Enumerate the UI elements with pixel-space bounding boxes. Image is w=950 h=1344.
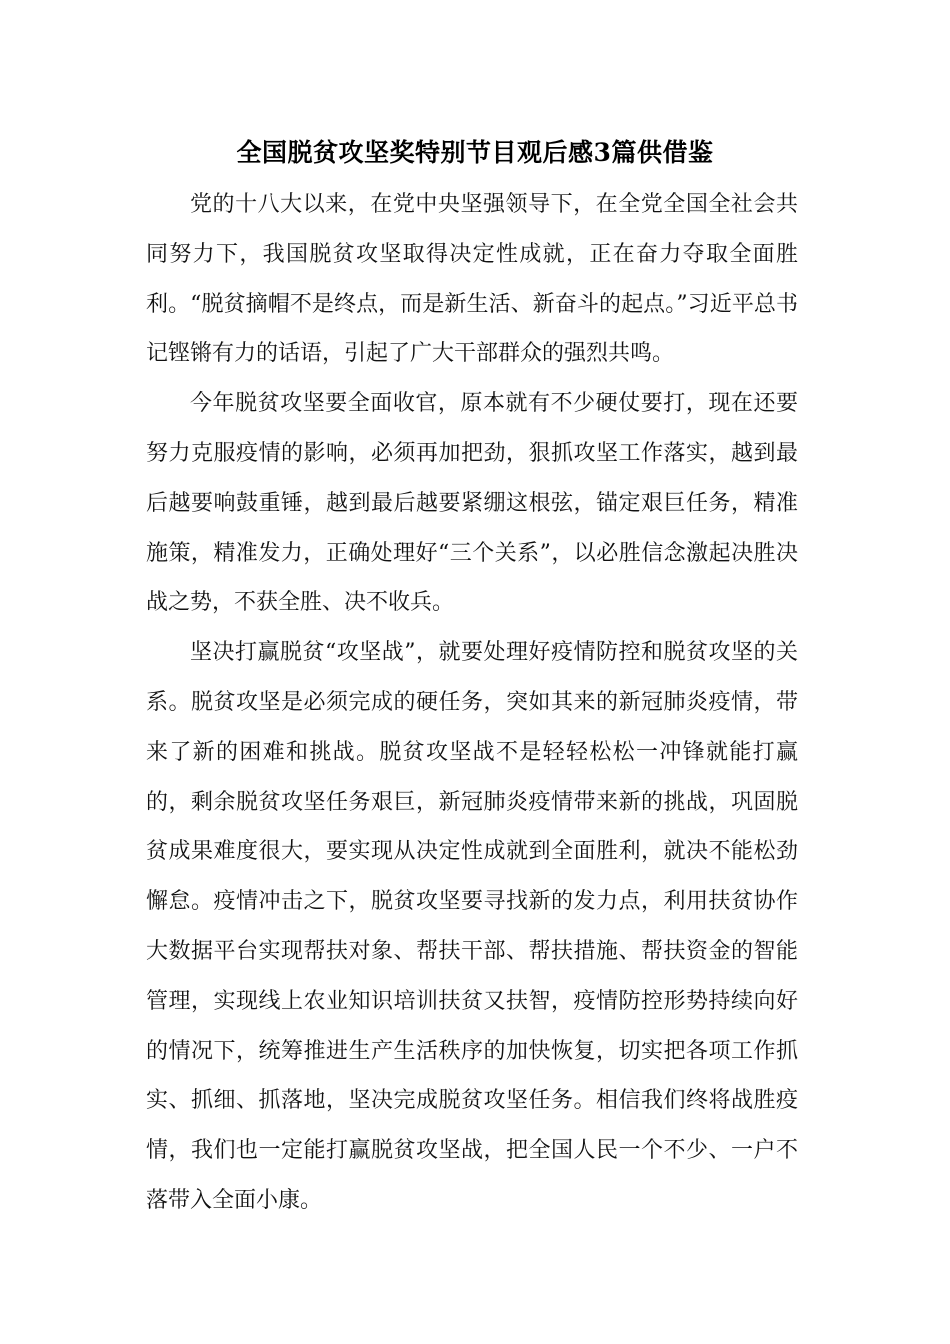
- paragraph-1: 党的十八大以来，在党中央坚强领导下，在全党全国全社会共同努力下，我国脱贫攻坚取得决定性成就，正在奋力夺取全面胜利。“脱贫摘帽不是终点，而是新生活、新奋斗的起点。”习近平总书记铿锵有力的话语，引起了广大干部群众的强烈共鸣。: [146, 192, 798, 367]
- document-title: 全国脱贫攻坚奖特别节目观后感3篇供借鉴: [236, 138, 714, 167]
- document-body: [146, 180, 798, 1226]
- paragraph-3: 坚决打赢脱贫“攻坚战”，就要处理好疫情防控和脱贫攻坚的关系。脱贫攻坚是必须完成的硬任务，突如其来的新冠肺炎疫情，带来了新的困难和挑战。脱贫攻坚战不是轻轻松松一冲锋就能打赢的，剩余脱贫攻坚任务艰巨，新冠肺炎疫情带来新的挑战，巩固脱贫成果难度很大，要实现从决定性成就到全面胜利，就决不能松劲懈怠。疫情冲击之下，脱贫攻坚要寻找新的发力点，利用扶贫协作大数据平台实现帮扶对象、帮扶干部、帮扶措施、帮扶资金的智能管理，实现线上农业知识培训扶贫又扶智，疫情防控形势持续向好的情况下，统筹推进生产生活秩序的加快恢复，切实把各项工作抓实、抓细、抓落地，坚决完成脱贫攻坚任务。相信我们终将战胜疫情，我们也一定能打赢脱贫攻坚战，把全国人民一个不少、一户不落带入全面小康。: [146, 640, 798, 1213]
- paragraph-2: 今年脱贫攻坚要全面收官，原本就有不少硬仗要打，现在还要努力克服疫情的影响，必须再加把劲，狠抓攻坚工作落实，越到最后越要响鼓重锤，越到最后越要紧绷这根弦，锚定艰巨任务，精准施策，精准发力，正确处理好“三个关系”，以必胜信念激起决胜决战之势，不获全胜、决不收兵。: [146, 391, 798, 616]
